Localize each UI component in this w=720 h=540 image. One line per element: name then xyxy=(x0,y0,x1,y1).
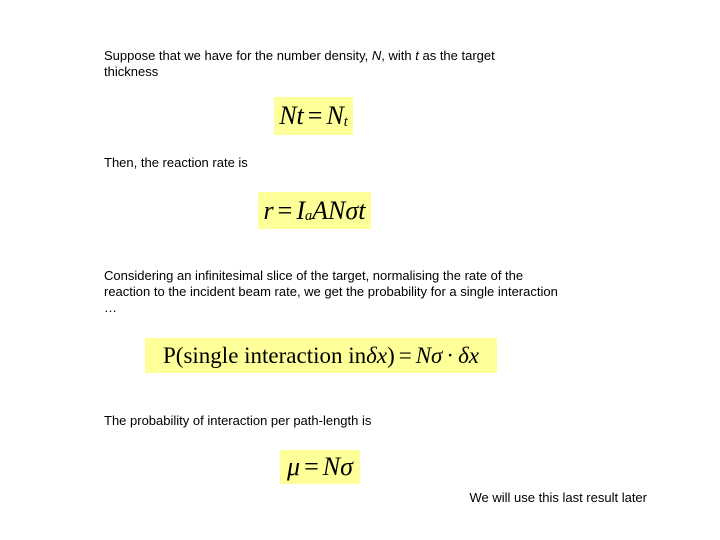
equation-reaction-rate: r = I a ANσt xyxy=(258,192,371,229)
thickness-symbol: t xyxy=(415,48,419,63)
equation-single-interaction: P(single interaction in δx ) = Nσ · δx xyxy=(145,338,497,373)
intro-text: Suppose that we have for the number density, N, with t as the target thickness xyxy=(104,48,495,79)
reaction-rate-text: Then, the reaction rate is xyxy=(104,155,248,170)
equation-attenuation: μ = Nσ xyxy=(280,450,360,484)
equation-number-density: Nt = N t xyxy=(274,97,353,135)
path-length-text: The probability of interaction per path-length is xyxy=(104,413,372,428)
closing-note: We will use this last result later xyxy=(469,490,647,505)
slice-text: Considering an infinitesimal slice of the target, normalising the rate of the reaction to the incident beam rate, we get the probability for a single interaction … xyxy=(104,268,558,315)
number-density-symbol: N xyxy=(371,48,382,63)
